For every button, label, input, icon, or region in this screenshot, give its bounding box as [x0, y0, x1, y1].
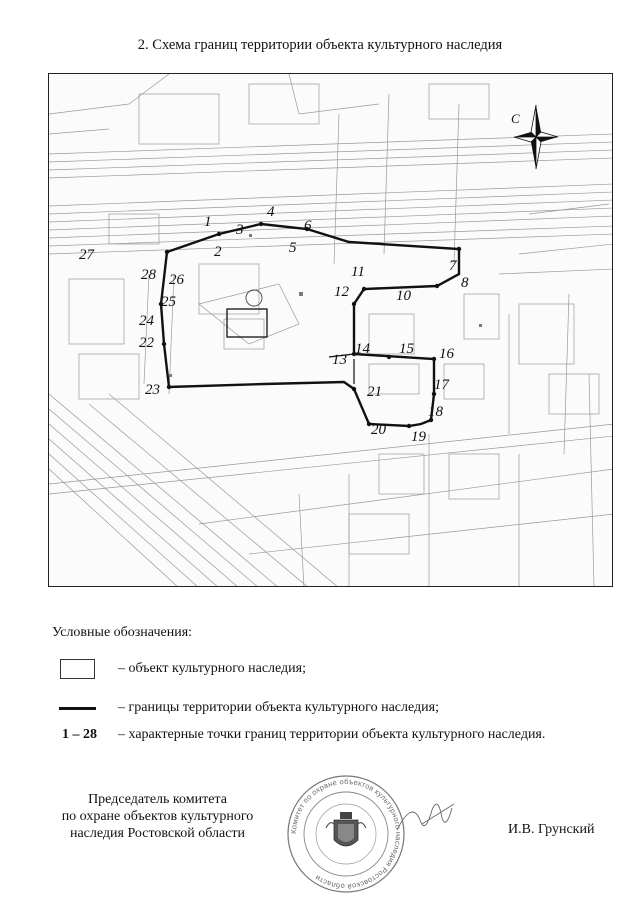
point-label: 5 — [289, 240, 297, 256]
point-label: 17 — [434, 377, 449, 393]
point-label: 8 — [461, 275, 469, 291]
map-canvas — [49, 74, 613, 587]
point-label: 3 — [236, 222, 244, 238]
legend-points-range: 1 – 28 — [62, 727, 97, 742]
point-label: 14 — [355, 341, 370, 357]
legend-boundary-text: – границы территории объекта культурного наследия; — [118, 700, 439, 715]
signatory-line-3: наследия Ростовской области — [69, 826, 246, 841]
signatory-name: И.В. Грунский — [508, 822, 595, 837]
point-label: 28 — [141, 267, 156, 283]
point-label: 12 — [334, 284, 349, 300]
compass-north-letter: С — [511, 111, 520, 126]
handwritten-signature — [392, 790, 462, 845]
compass-icon — [511, 105, 558, 169]
seal-outer-text: Комитет по охране объектов культурного наследия Ростовской области — [288, 776, 404, 892]
signatory-line-1: Председатель комитета — [88, 792, 227, 807]
point-label: 26 — [169, 272, 184, 288]
point-label: 23 — [145, 382, 160, 398]
point-label: 16 — [439, 346, 454, 362]
legend-heading: Условные обозначения: — [52, 625, 193, 640]
official-seal — [286, 772, 406, 897]
boundary-point-markers — [159, 222, 461, 428]
legend-points-text: – характерные точки границ территории объекта культурного наследия. — [118, 727, 546, 742]
heritage-object — [227, 290, 267, 337]
point-label: 13 — [332, 352, 347, 368]
legend-object-swatch — [60, 659, 95, 679]
point-label: 10 — [396, 288, 411, 304]
point-label: 27 — [79, 247, 94, 263]
point-label: 20 — [371, 422, 386, 438]
point-label: 6 — [304, 218, 312, 234]
signatory-title — [50, 791, 265, 842]
point-label: 19 — [411, 429, 426, 445]
point-label: 15 — [399, 341, 414, 357]
signatory-line-2: по охране объектов культурного — [61, 809, 254, 824]
point-label: 7 — [449, 258, 457, 274]
point-label: 22 — [139, 335, 154, 351]
cadastral-background — [49, 74, 613, 587]
point-label: 21 — [367, 384, 382, 400]
point-label: 1 — [204, 214, 212, 230]
point-label: 11 — [351, 264, 365, 280]
legend-object-text: – объект культурного наследия; — [118, 661, 306, 676]
point-label: 24 — [139, 313, 154, 329]
point-label: 25 — [161, 294, 176, 310]
boundary-map — [48, 73, 613, 587]
page-title: 2. Схема границ территории объекта культурного наследия — [137, 37, 503, 53]
point-label: 18 — [428, 404, 443, 420]
point-label: 4 — [267, 204, 275, 220]
boundary-point-labels — [79, 204, 469, 445]
legend-boundary-swatch — [59, 707, 96, 710]
point-label: 2 — [214, 244, 222, 260]
coat-of-arms-icon — [326, 812, 366, 846]
